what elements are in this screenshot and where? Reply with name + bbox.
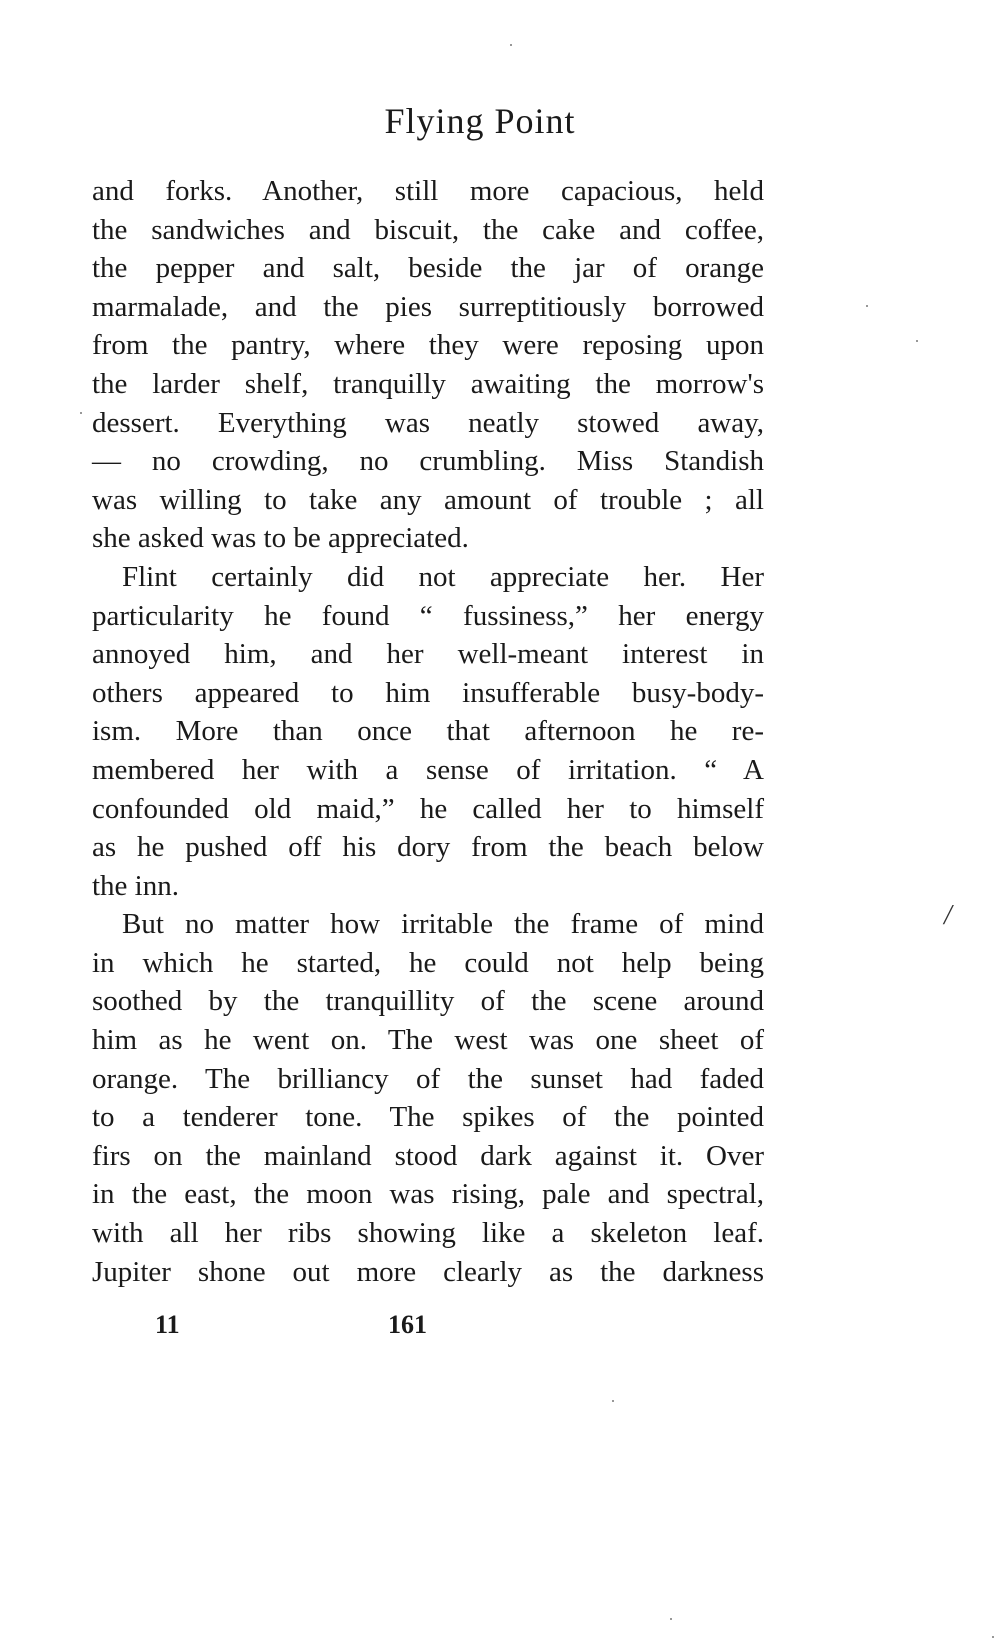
paragraph-1 [92, 172, 764, 558]
text-line: she asked was to be appreciated. [92, 522, 469, 555]
page-footer [0, 1310, 1000, 1350]
text-line: dessert. Everything was neatly stowed away, [92, 406, 764, 439]
scan-speck [866, 305, 868, 307]
text-line: marmalade, and the pies surreptitiously borrowed [92, 290, 764, 323]
text-line: with all her ribs showing like a skeleton leaf. [92, 1217, 764, 1250]
text-line: orange. The brilliancy of the sunset had faded [92, 1062, 764, 1095]
text-line: others appeared to him insufferable busy-body- [92, 676, 764, 709]
text-line: the inn. [92, 869, 179, 902]
text-line: was willing to take any amount of trouble ; all [92, 483, 764, 516]
scan-speck [510, 44, 512, 46]
scan-speck [612, 1400, 614, 1402]
running-head: Flying Point [384, 101, 576, 141]
text-line: annoyed him, and her well-meant interest in [92, 638, 764, 671]
text-line: — no crowding, no crumbling. Miss Standish [92, 445, 764, 478]
text-line: him as he went on. The west was one sheet of [92, 1024, 764, 1057]
scan-speck [916, 340, 918, 342]
text-line: Jupiter shone out more clearly as the darkness [92, 1255, 764, 1288]
text-line: firs on the mainland stood dark against it. Over [92, 1139, 764, 1172]
text-line: membered her with a sense of irritation. “ A [92, 753, 764, 786]
page-number: 161 [388, 1310, 427, 1339]
body-text [92, 172, 764, 1291]
scan-speck [992, 1636, 994, 1638]
text-line: Flint certainly did not appreciate her. Her [122, 560, 764, 593]
text-line: ism. More than once that afternoon he re- [92, 715, 764, 748]
text-line: and forks. Another, still more capacious, held [92, 175, 764, 207]
scan-speck [670, 1618, 672, 1620]
paragraph-2 [92, 558, 764, 905]
text-line: particularity he found “ fussiness,” her energy [92, 599, 764, 632]
text-line: confounded old maid,” he called her to himself [92, 792, 764, 825]
text-line: But no matter how irritable the frame of mind [122, 908, 764, 941]
paragraph-3 [92, 905, 764, 1291]
text-line: in which he started, he could not help being [92, 946, 764, 979]
margin-stroke-mark: / [944, 900, 952, 931]
signature-mark: 11 [155, 1310, 180, 1339]
text-line: in the east, the moon was rising, pale and spectral, [92, 1178, 764, 1211]
text-line: the pepper and salt, beside the jar of orange [92, 252, 764, 285]
text-line: the sandwiches and biscuit, the cake and coffee, [92, 213, 764, 246]
text-line: from the pantry, where they were reposing upon [92, 329, 764, 362]
text-line: the larder shelf, tranquilly awaiting the morrow's [92, 367, 764, 400]
text-line: soothed by the tranquillity of the scene around [92, 985, 764, 1018]
scan-speck [80, 412, 82, 414]
text-line: to a tenderer tone. The spikes of the pointed [92, 1101, 764, 1134]
text-line: as he pushed off his dory from the beach below [92, 831, 764, 864]
